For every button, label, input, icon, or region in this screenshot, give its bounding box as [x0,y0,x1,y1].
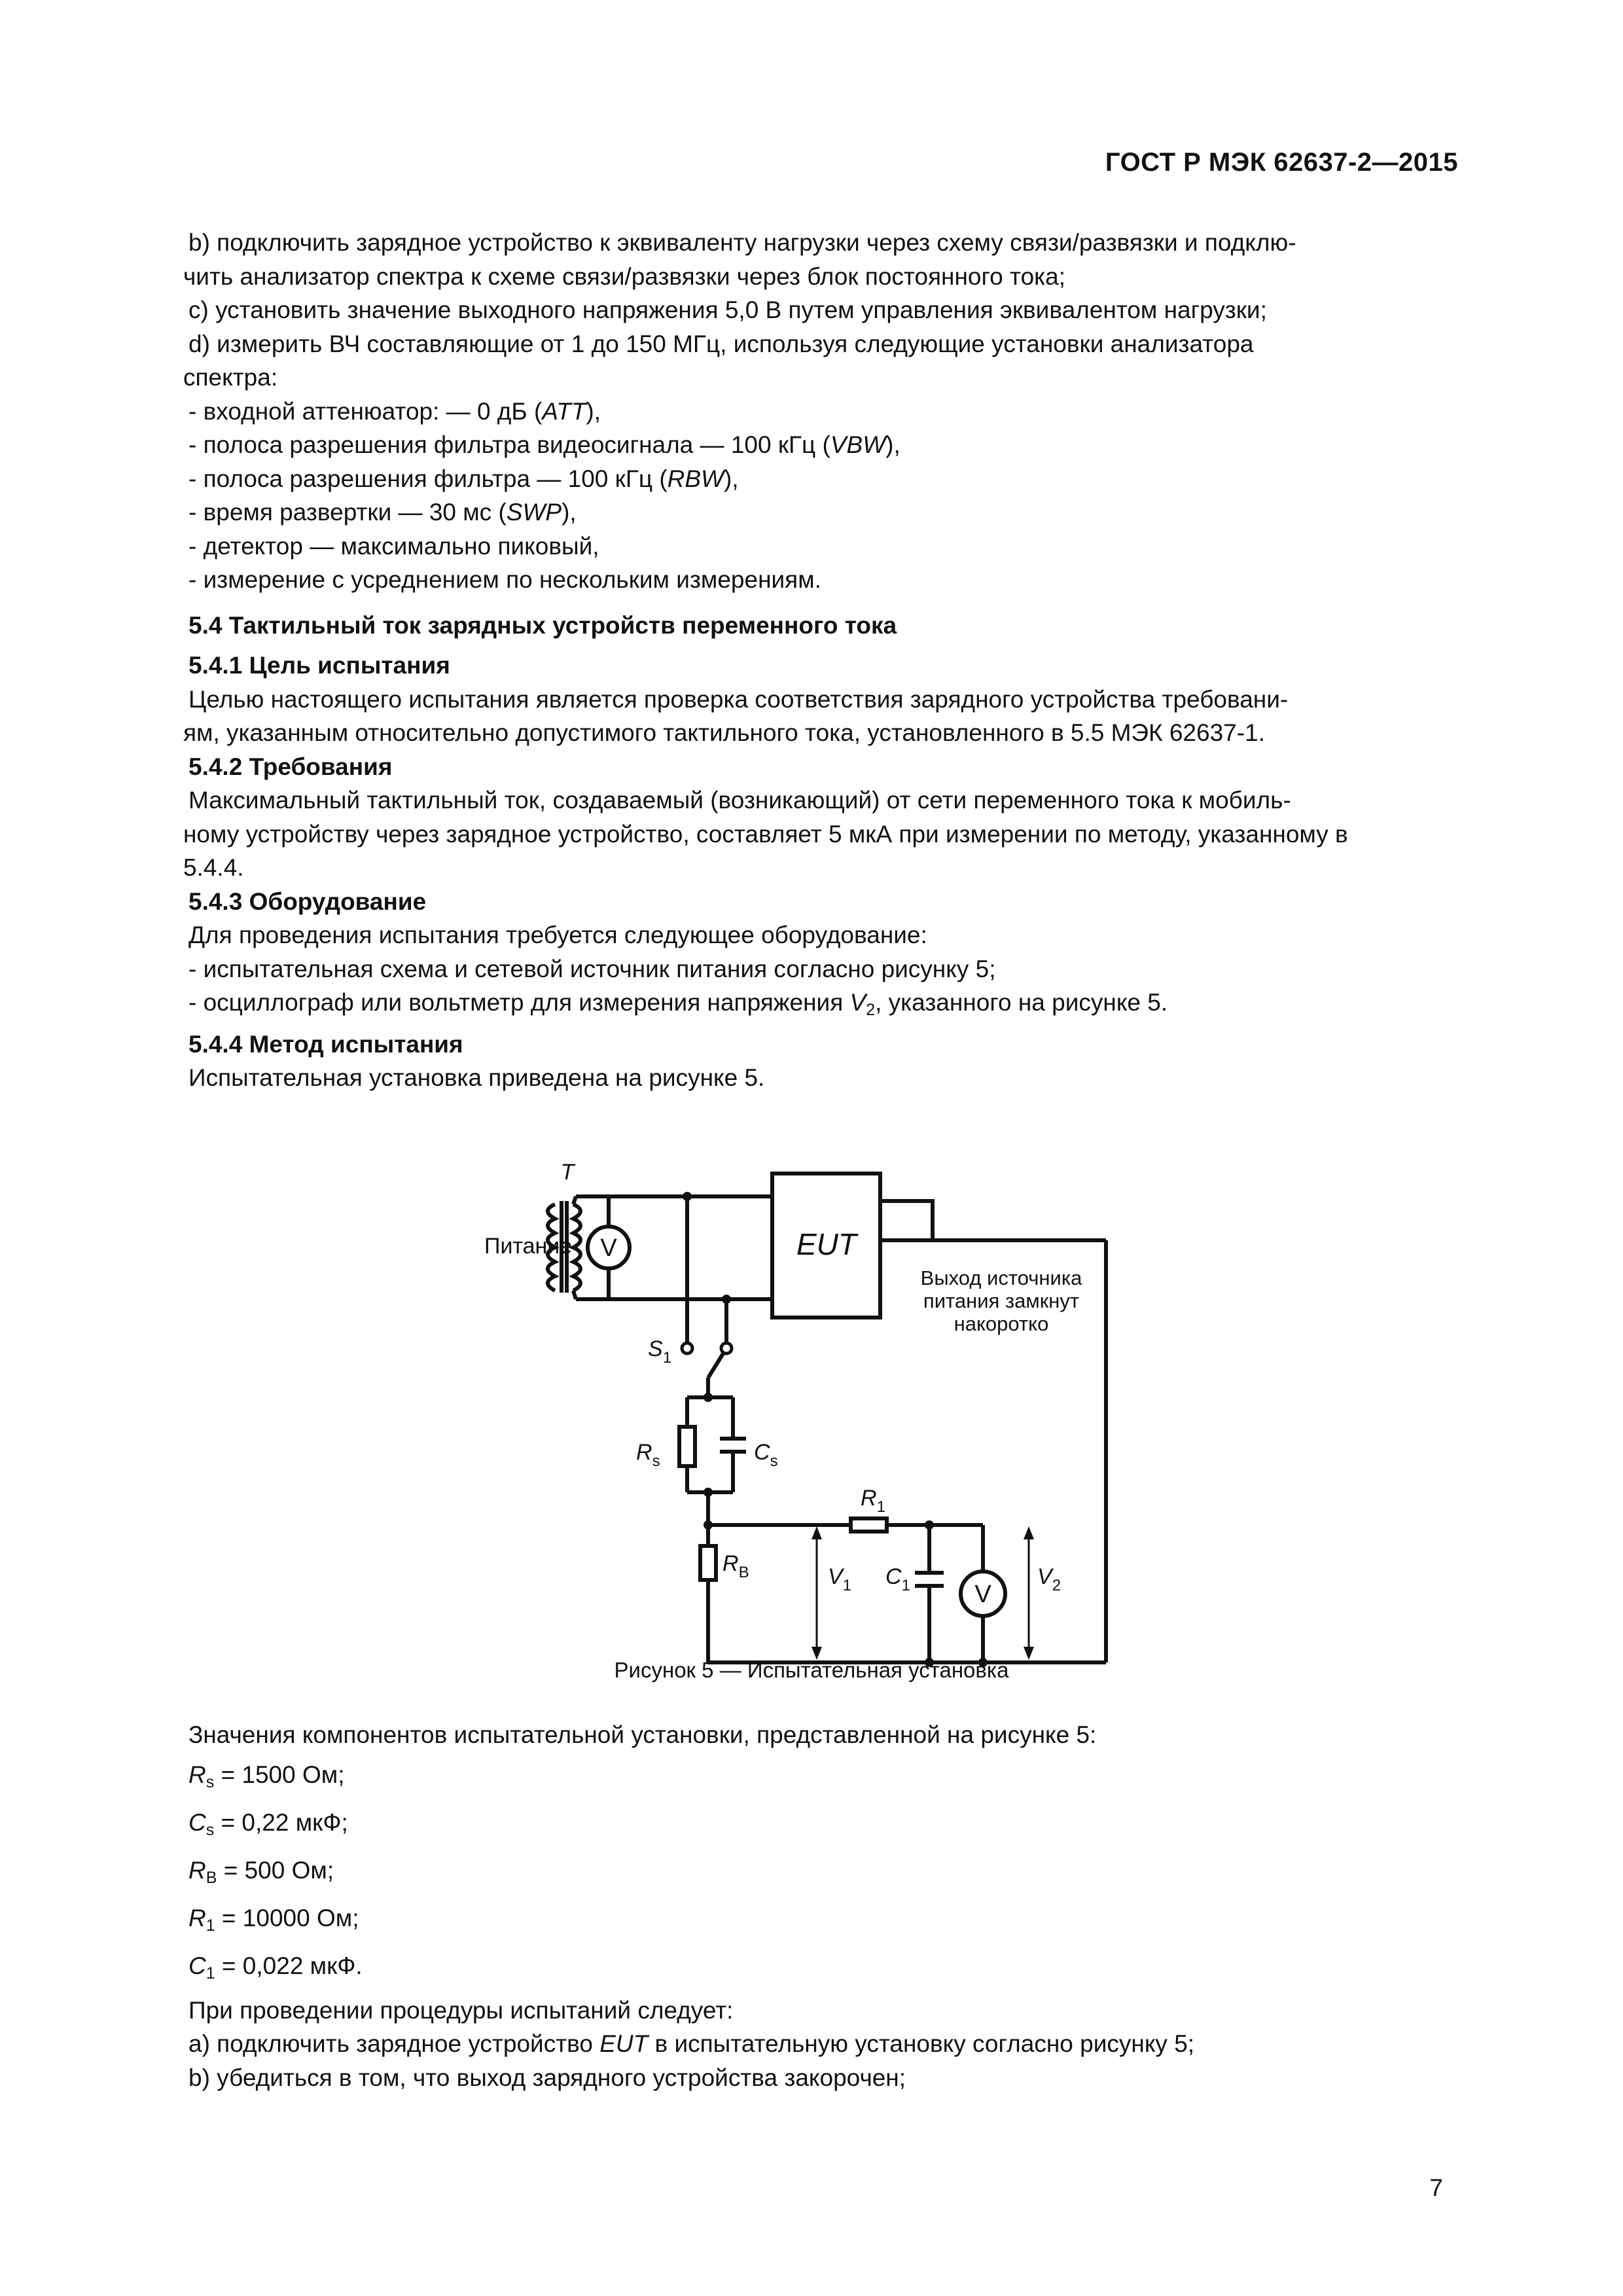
item-b-line1: b) подключить зарядное устройство к эквиваленту нагрузки через схему связи/развязки и подклю- [188,229,1296,256]
list-item: - время развертки — 30 мс (SWP), [188,499,577,526]
main-text [183,226,1446,1095]
subsection-heading-543: 5.4.3 Оборудование [188,888,427,915]
list-item: - полоса разрешения фильтра — 100 кГц (RBW), [188,465,739,492]
label-output-3: накоротко [954,1312,1049,1335]
list-item: - измерение с усреднением по нескольким измерениям. [188,566,821,593]
s542-line2: ному устройству через зарядное устройство, составляет 5 мкА при измерении по методу, указанному в [183,820,1348,848]
s543-item1: - испытательная схема и сетевой источник питания согласно рисунку 5; [188,955,996,982]
s543-item2: - осциллограф или вольтметр для измерения напряжения $V_2$, указанного на рисунке 5. [188,989,1168,1019]
subsection-heading-542: 5.4.2 Требования [188,753,393,780]
figure-caption: Рисунок 5 — Испытательная установка [614,1658,1009,1682]
standard-designation: ГОСТ Р МЭК 62637-2—2015 [1105,148,1458,177]
label-transformer: T [560,1160,575,1185]
label-v1: $V_1$ [828,1564,852,1594]
label-output-1: Выход источника [920,1266,1082,1289]
label-r1: $R_1$ [861,1486,885,1516]
label-cs: $C_s$ [754,1440,778,1470]
value-row: $R_s = 1500$ Ом; [188,1761,345,1791]
label-mains-meter: V [600,1234,617,1262]
label-output-2: питания замкнут [923,1289,1080,1312]
s541-line1: Целью настоящего испытания является проверка соответствия зарядного устройства требовани- [188,685,1289,713]
procedure-intro: При проведении процедуры испытаний следует: [188,1996,734,2024]
analyzer-settings-list [183,395,1446,597]
item-d-line1: d) измерить ВЧ составляющие от 1 до 150 МГц, используя следующие установки анализатора [188,330,1254,357]
transformer-secondary-coil [573,1204,580,1291]
label-rb: $R_B$ [722,1551,749,1581]
value-row: $R_B = 500$ Ом; [188,1856,334,1887]
procedure-step-a: a) подключить зарядное устройство EUT в испытательную установку согласно рисунку 5; [188,2030,1195,2057]
procedure-step-b: b) убедиться в том, что выход зарядного устройства закорочен; [188,2064,906,2091]
resistor-rb [700,1546,716,1580]
subsection-heading-544: 5.4.4 Метод испытания [188,1030,463,1058]
test-setup-diagram [445,1160,1099,1608]
item-b-line2: чить анализатор спектра к схеме связи/развязки через блок постоянного тока; [183,262,1066,290]
s544-line1: Испытательная установка приведена на рисунке 5. [188,1064,765,1091]
s542-line1: Максимальный тактильный ток, создаваемый (возникающий) от сети переменного тока к мобиль- [188,787,1291,814]
value-row: $R_1 = 10000$ Ом; [188,1904,359,1935]
label-switch: $S_1$ [648,1336,672,1367]
subsection-heading-541: 5.4.1 Цель испытания [188,652,450,679]
s543-line1: Для проведения испытания требуется следующее оборудование: [188,922,927,948]
item-d-line2: спектра: [183,364,278,391]
list-item: - детектор — максимально пиковый, [188,532,599,560]
value-row: $C_1 = 0,022$ мкФ. [188,1952,363,1982]
label-rs: $R_s$ [636,1440,660,1470]
label-supply: Питание [484,1234,573,1259]
item-c: c) установить значение выходного напряжения 5,0 В путем управления эквивалентом нагрузки; [188,296,1267,323]
list-item: - полоса разрешения фильтра видеосигнала — 100 кГц (VBW), [188,431,901,458]
resistor-rs [679,1427,695,1466]
label-v2-meter: V [974,1581,991,1608]
page-number: 7 [1429,2174,1443,2201]
list-item: - входной аттенюатор: — 0 дБ (ATT), [188,397,601,425]
label-c1: $C_1$ [885,1564,910,1594]
values-intro: Значения компонентов испытательной установки, представленной на рисунке 5: [188,1721,1097,1748]
switch-contact-left [682,1343,692,1354]
resistor-r1 [851,1518,887,1532]
s542-line3: 5.4.4. [183,854,244,881]
section-heading: 5.4 Тактильный ток зарядных устройств переменного тока [188,611,897,639]
values-text [183,1718,1446,2094]
value-row: $C_s = 0,22$ мкФ; [188,1808,348,1839]
output-short-box [880,1201,933,1240]
label-eut: EUT [796,1227,857,1261]
switch-contact-right [721,1343,732,1354]
s541-line2: ям, указанным относительно допустимого тактильного тока, установленного в 5.5 МЭК 62637-1. [183,719,1265,746]
label-v2: $V_2$ [1037,1564,1061,1594]
